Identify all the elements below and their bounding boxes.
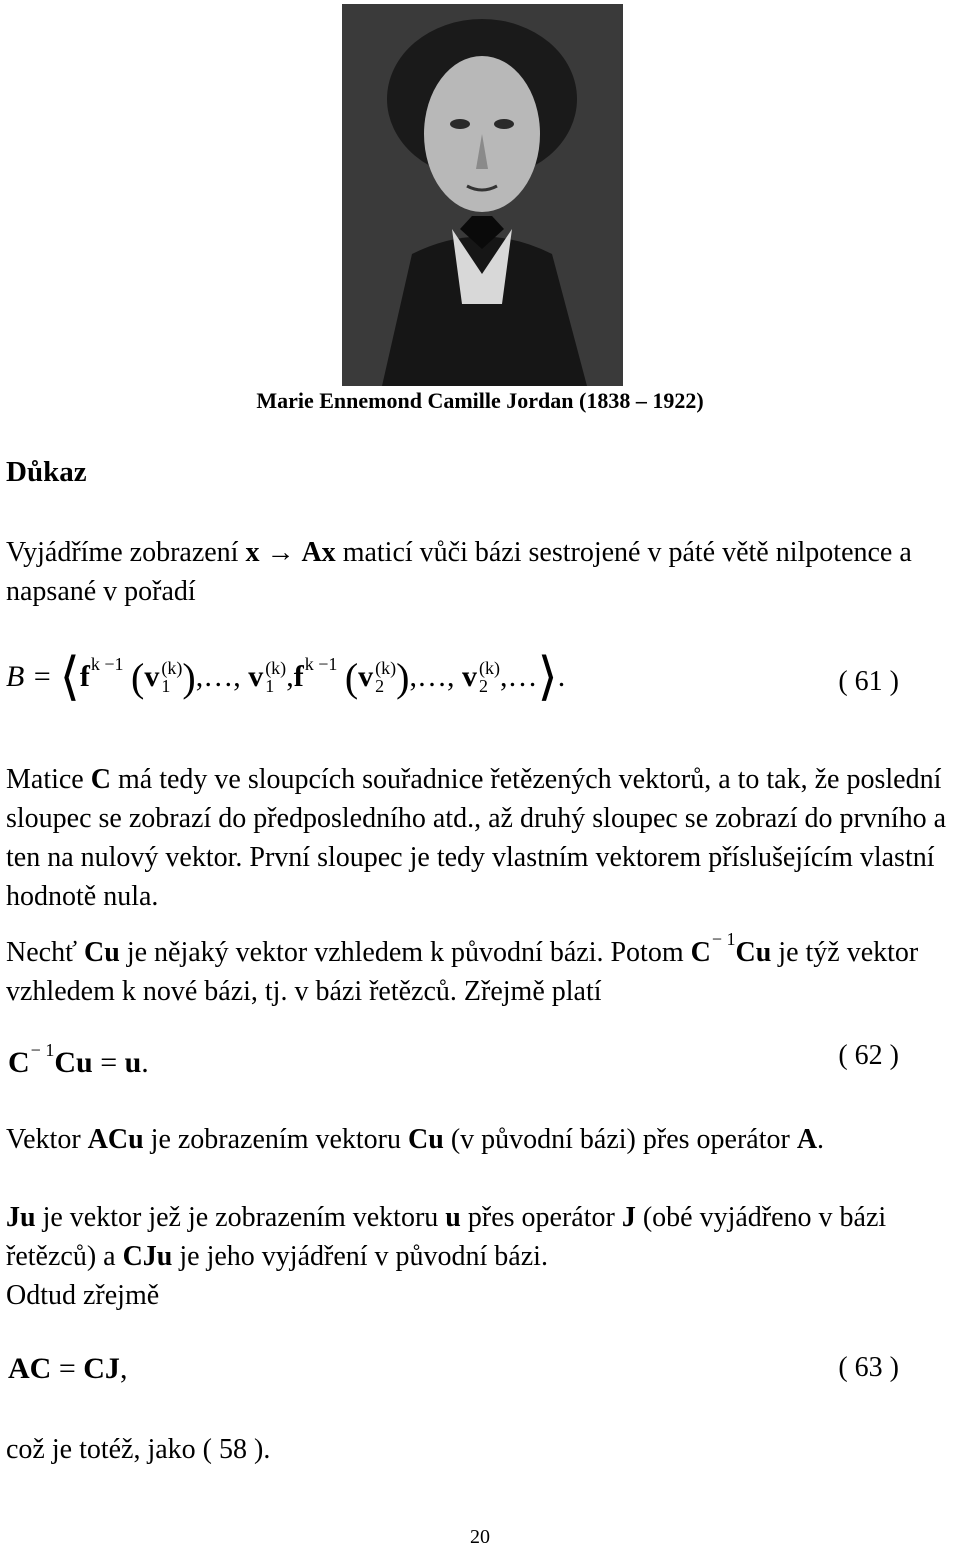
equation-62-body: $C^{- 1}Cu = u$. bbox=[8, 1040, 149, 1079]
paragraph-intro: Vyjádříme zobrazení x → Ax maticí vůči bázi sestrojené v páté větě nilpotence a napsané v pořadí bbox=[6, 537, 912, 607]
paragraph-matrix-c: Matice C má tedy ve sloupcích souřadnice řetězených vektorů, a to tak, že poslední sloupec se zobrazí do předposledního atd., až druhý sloupec se zobrazí do prvního a ten na nulový vektor. První sloupec je tedy vlastním vektorem příslušejícím vlastní hodnotě nula. bbox=[6, 764, 947, 912]
paragraph-vector-ju: Ju je vektor jež je zobrazením vektoru u přes operátor J (obé vyjádřeno v bázi řetězců) a CJu je jeho vyjádření v původní bázi. Odtud zřejmě bbox=[6, 1202, 887, 1311]
portrait-image bbox=[342, 4, 623, 386]
equation-61-number: ( 61 ) bbox=[838, 666, 899, 697]
equation-63-body: AC = CJ, bbox=[8, 1352, 128, 1385]
page-number: 20 bbox=[470, 1526, 490, 1548]
portrait-drawing bbox=[342, 4, 623, 386]
paragraph-conclusion: což je totéž, jako ( 58 ). bbox=[6, 1434, 271, 1465]
equation-61 bbox=[6, 649, 899, 712]
paragraph-vector-acu: Vektor ACu je zobrazením vektoru Cu (v původní bázi) přes operátor A. bbox=[6, 1124, 825, 1155]
equation-63 bbox=[6, 1352, 899, 1412]
equation-61-body: $B = ⟨f^{k -1}$ (v (k) 1 ),…, v (k) 1 $,f^{k -1}$ (v (k) 2 ),…, v (k) 2 ,…⟩. bbox=[6, 649, 566, 706]
portrait-caption: Marie Ennemond Camille Jordan (1838 – 1922) bbox=[256, 388, 704, 413]
section-heading: Důkaz bbox=[6, 456, 87, 488]
equation-62 bbox=[6, 1040, 899, 1100]
paragraph-vector-cu: Nechť Cu je nějaký vektor vzhledem k původní bázi. Potom $C^{- 1}Cu$ je týž vektor vzhledem k nové bázi, tj. v bázi řetězců. Zřejmě platí bbox=[6, 929, 919, 1007]
equation-62-number: ( 62 ) bbox=[838, 1040, 899, 1071]
equation-63-number: ( 63 ) bbox=[838, 1352, 899, 1383]
